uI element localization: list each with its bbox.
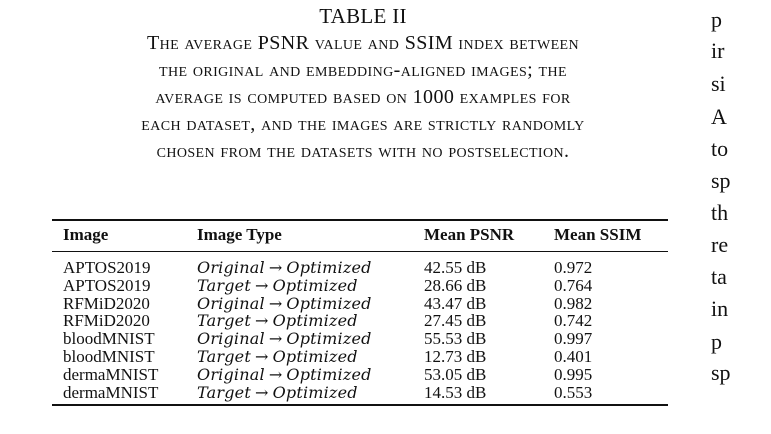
type-to: Optimized [272,382,358,402]
caption-line: the original and embedding-aligned images; the [159,59,567,81]
type-to: Optimized [286,329,372,349]
arrow-icon: → [254,347,269,366]
caption-line: The average PSNR value and SSIM index between [146,32,580,54]
cell-image-type [197,383,358,403]
arrow-icon: → [268,329,283,349]
cell-image: dermaMNIST [63,382,159,402]
table-number: TABLE II [319,4,407,28]
adjacent-text-line: to [711,136,729,161]
arrow-icon: → [254,275,269,295]
type-to: Optimized [272,347,358,366]
arrow-icon: → [268,258,283,277]
type-to: Optimized [286,293,372,313]
adjacent-text-line: in [711,296,729,321]
adjacent-text-line: ir [711,38,725,63]
header-image-type: Image Type [197,225,282,244]
type-from: Target [197,275,251,295]
type-from: Original [197,329,265,349]
caption-line: chosen from the datasets with no postselection. [156,140,570,162]
cell-mean-ssim: 0.401 [554,347,593,366]
cell-mean-psnr: 43.47 dB [424,293,487,313]
cell-mean-ssim: 0.553 [554,382,593,402]
cell-image: bloodMNIST [63,347,155,366]
adjacent-text-line: ta [711,264,727,289]
type-to: Optimized [286,258,372,277]
cell-image: APTOS2019 [63,275,151,295]
adjacent-text-line: A [711,104,727,129]
type-from: Target [197,347,251,366]
cell-image: bloodMNIST [63,329,155,349]
cell-mean-ssim: 0.764 [554,275,593,295]
cell-mean-psnr: 27.45 dB [424,311,487,331]
adjacent-text-line: p [711,329,722,354]
type-from: Original [197,293,265,313]
type-to: Optimized [272,311,358,331]
type-from: Target [197,382,251,402]
cell-mean-psnr: 53.05 dB [424,364,487,384]
header-image: Image [63,225,109,244]
cell-mean-ssim: 0.997 [554,329,593,349]
arrow-icon: → [268,364,283,384]
arrow-icon: → [254,382,269,402]
adjacent-text-line: th [711,200,729,225]
arrow-icon: → [268,293,283,313]
type-from: Target [197,311,251,331]
header-mean-ssim: Mean SSIM [554,225,642,244]
adjacent-text-line: si [711,71,726,96]
header-mean-psnr: Mean PSNR [424,225,515,244]
adjacent-text-line: sp [711,360,731,385]
table-bottom-rule [52,404,668,406]
cell-mean-ssim: 0.995 [554,364,593,384]
table-top-rule [52,219,668,221]
cell-image: RFMiD2020 [63,293,150,313]
type-to: Optimized [286,364,372,384]
cell-image: RFMiD2020 [63,311,150,331]
caption-line: each dataset, and the images are strictly randomly [141,113,585,135]
cell-mean-ssim: 0.742 [554,311,593,331]
caption-line: average is computed based on 1000 examples for [155,86,571,108]
table-header-rule [52,251,668,252]
arrow-icon: → [254,311,269,331]
type-from: Original [197,364,265,384]
cell-image: APTOS2019 [63,258,151,277]
cell-image: dermaMNIST [63,364,159,384]
adjacent-text-line: sp [711,168,731,193]
adjacent-text-line: re [711,232,729,257]
cell-mean-ssim: 0.972 [554,258,593,277]
type-from: Original [197,258,265,277]
type-to: Optimized [272,275,358,295]
cell-mean-psnr: 12.73 dB [424,347,487,366]
cell-mean-ssim: 0.982 [554,293,593,313]
adjacent-text-line: p [711,7,722,32]
cell-mean-psnr: 42.55 dB [424,258,487,277]
cell-mean-psnr: 55.53 dB [424,329,487,349]
cell-mean-psnr: 28.66 dB [424,275,487,295]
cell-mean-psnr: 14.53 dB [424,382,487,402]
